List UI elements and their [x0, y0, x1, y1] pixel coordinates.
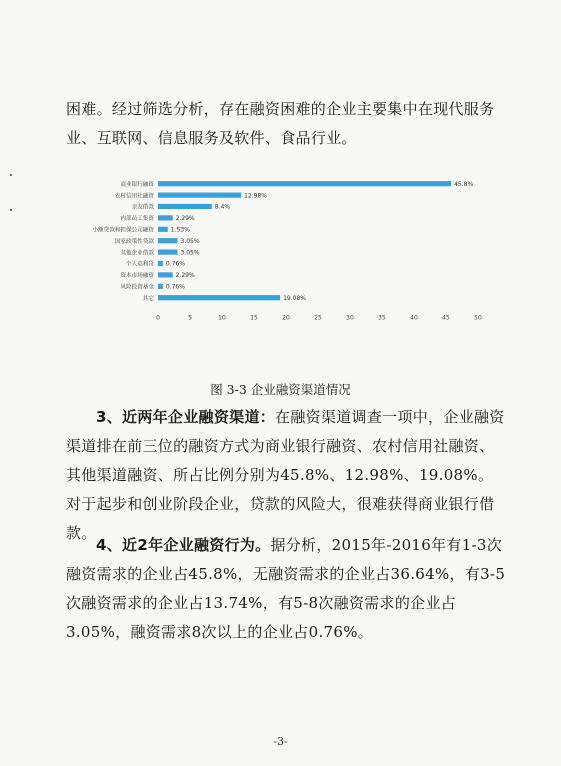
category-label: 小额贷款和担保公司融资	[92, 227, 154, 234]
value-label: 45.8%	[454, 180, 474, 188]
data-bar	[158, 250, 178, 255]
value-label: 12.98%	[244, 192, 267, 200]
data-bar	[158, 284, 163, 289]
x-tick-label: 15	[250, 314, 258, 322]
value-label: 3.05%	[180, 249, 200, 257]
intro-paragraph: 困难。经过筛选分析，存在融资困难的企业主要集中在现代服务业、互联网、信息服务及软件、食品行业。	[66, 100, 495, 147]
category-label: 商业银行融资	[120, 181, 154, 188]
section-4-heading: 4、近2年企业融资行为。	[96, 536, 271, 554]
data-bar	[158, 215, 173, 220]
value-label: 19.08%	[283, 294, 307, 302]
data-bar	[158, 295, 280, 300]
data-bar	[158, 181, 451, 186]
category-label: 内部员工集资	[120, 216, 154, 223]
value-label: 2.29%	[175, 272, 195, 280]
value-label: 8.4%	[214, 203, 231, 211]
section-3-paragraph	[66, 403, 506, 548]
value-label: 0.76%	[165, 283, 185, 291]
x-tick-label: 40	[410, 314, 418, 322]
data-bar	[158, 238, 178, 243]
value-label: 2.29%	[175, 215, 195, 223]
financing-channel-chart	[92, 170, 520, 350]
category-label: 国家政策性贷款	[114, 238, 154, 245]
value-label: 0.76%	[165, 260, 185, 268]
category-label: 其他企业借款	[120, 250, 154, 257]
category-label: 亲友借款	[131, 204, 154, 211]
category-label: 农村信用社融资	[114, 193, 154, 200]
category-label: 个人高利贷	[126, 261, 154, 268]
x-tick-label: 45	[442, 314, 450, 322]
data-bar	[158, 204, 212, 209]
x-tick-label: 30	[346, 314, 354, 322]
scan-mark	[10, 174, 12, 176]
section-3-heading: 3、近两年企业融资渠道：	[96, 408, 276, 426]
x-tick-label: 5	[188, 314, 192, 322]
x-tick-label: 0	[156, 314, 160, 322]
data-bar	[158, 193, 241, 198]
section-4-paragraph	[66, 531, 506, 647]
x-tick-label: 35	[378, 314, 386, 322]
data-bar	[158, 227, 168, 232]
scan-mark	[10, 209, 12, 211]
chart-svg	[92, 170, 520, 350]
value-label: 3.05%	[180, 237, 200, 245]
section-3-body: 在融资渠道调查一项中，企业融资渠道排在前三位的融资方式为商业银行融资、农村信用社融资、其他渠道融资、所占比例分别为45.8%、12.98%、19.08%。对于起步和创业阶段企业，贷款的风险大，很难获得商业银行借款。	[66, 408, 505, 542]
value-label: 1.53%	[170, 226, 190, 234]
page-number: -3-	[273, 735, 288, 748]
x-tick-label: 50	[474, 314, 482, 322]
category-label: 其它	[142, 295, 154, 302]
x-tick-label: 25	[314, 314, 322, 322]
category-label: 风险投资基金	[120, 284, 154, 291]
figure-caption: 图 3-3 企业融资渠道情况	[210, 382, 351, 397]
category-label: 资本市场融资	[120, 273, 154, 280]
x-tick-label: 20	[282, 314, 290, 322]
section-4-body: 据分析，2015年-2016年有1-3次融资需求的企业占45.8%，无融资需求的企业占36.64%，有3-5次融资需求的企业占13.74%，有5-8次融资需求的企业占3.05%，融资需求8次以上的企业占0.76%。	[66, 536, 506, 641]
data-bar	[158, 261, 163, 266]
data-bar	[158, 272, 173, 277]
x-tick-label: 10	[218, 314, 226, 322]
